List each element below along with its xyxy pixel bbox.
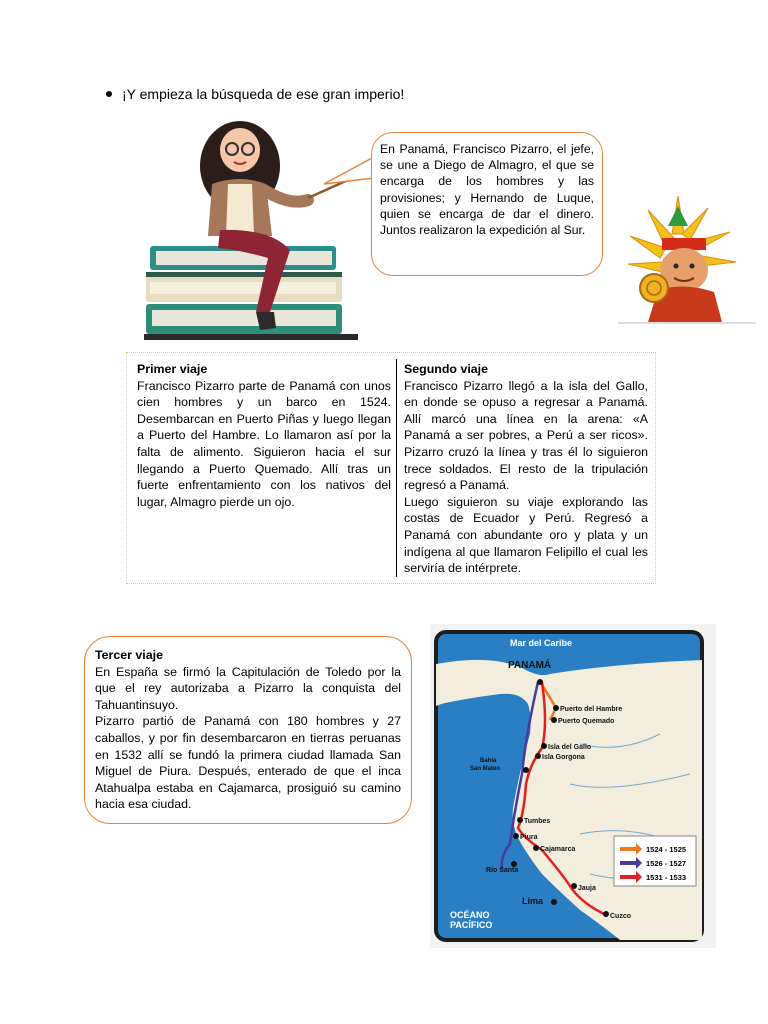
voyages-table (126, 352, 656, 584)
legend-label-2: 1526 - 1527 (646, 859, 687, 868)
route-map (430, 624, 716, 948)
third-voyage-title: Tercer viaje (95, 648, 163, 662)
second-voyage-text-1: Francisco Pizarro llegó a la isla del Gallo, en donde se opuso a regresar a Panamá. Allí marcó una línea en la arena: «A Panamá a ser pobres, a Perú a ser ricos». Pizarro cruzó la línea y tras él lo siguieron trece soldados. El resto de la tripulación regresó a Panamá. (404, 378, 648, 493)
bullet-icon (106, 91, 112, 97)
map-sea-south-1: OCÉANO (450, 910, 490, 920)
first-voyage-text: Francisco Pizarro parte de Panamá con unos cien hombres y un barco en 1524. Desembarcan en Puerto Piñas y luego llegan a Puerto del Hambre. Lo llamaron así por la falta de alimento. Siguieron hacia el sur llegando a Puerto Quemado. Allí tras un fuerte enfrentamiento con los nativos del lugar, Almagro pierde un ojo. (137, 378, 391, 509)
map-sea-south-2: PACÍFICO (450, 920, 493, 930)
map-label-cajamarca: Cajamarca (540, 846, 576, 853)
second-voyage-title: Segundo viaje (404, 362, 488, 376)
map-label-tumbes: Tumbes (524, 818, 551, 825)
intro-text: ¡Y empieza la búsqueda de ese gran imperio! (122, 86, 405, 102)
map-label-puerto-quemado: Puerto Quemado (558, 718, 615, 725)
map-label-isla-gallo: Isla del Gallo (548, 744, 592, 751)
map-legend (614, 836, 696, 886)
intro-bullet (106, 86, 404, 102)
first-voyage-column (137, 361, 391, 510)
map-label-lima: Lima (522, 896, 544, 906)
second-voyage-text-2: Luego siguieron su viaje explorando las costas de Ecuador y Perú. Regresó a Panamá con abundante oro y plata y un indígena al que llamaron Felipillo el cual les serviría de intérprete. (404, 494, 648, 576)
map-label-isla-gorgona: Isla Gorgona (542, 754, 585, 761)
map-sea-north: Mar del Caribe (510, 638, 573, 648)
map-label-jauja: Jauja (578, 885, 596, 892)
speech-bubble (371, 132, 603, 276)
legend-label-3: 1531 - 1533 (646, 873, 687, 882)
legend-label-1: 1524 - 1525 (646, 845, 687, 854)
third-voyage-text-2: Pizarro partió de Panamá con 180 hombres y 27 caballos, y por fin desembarcaron en tierras peruanas en 1532 allí se fundó la primera ciudad llamada San Miguel de Piura. Después, enterado de que el inca Atahualpa estaba en Cajamarca, prosiguió su camino hacia esa ciudad. (95, 714, 401, 812)
map-label-bahia-2: San Mateo (470, 766, 501, 772)
first-voyage-title: Primer viaje (137, 362, 208, 376)
second-voyage-column (404, 361, 648, 577)
third-voyage-box (84, 636, 412, 824)
speech-tail-shape (322, 152, 378, 192)
speech-text: En Panamá, Francisco Pizarro, el jefe, se une a Diego de Almagro, el que se encarga de los hombres y las provisiones; y Hernando de Luque, quien se encarga de dar el dinero. Juntos realizaron la expedición al Sur. (380, 142, 594, 238)
route-map-svg (430, 624, 716, 948)
column-divider (396, 359, 397, 577)
map-label-cuzco: Cuzco (610, 913, 631, 920)
inca-character-illustration (618, 186, 756, 324)
map-label-piura: Piura (520, 834, 538, 841)
map-label-panama: PANAMÁ (508, 660, 552, 671)
map-label-bahia-1: Bahía (480, 758, 497, 764)
map-label-puerto-hambre: Puerto del Hambre (560, 706, 623, 713)
third-voyage-text-1: En España se firmó la Capitulación de Toledo por la que el rey autorizaba a Pizarro la conquista del Tahuantinsuyo. (95, 664, 401, 712)
map-label-rio-santa: Río Santa (486, 867, 519, 874)
